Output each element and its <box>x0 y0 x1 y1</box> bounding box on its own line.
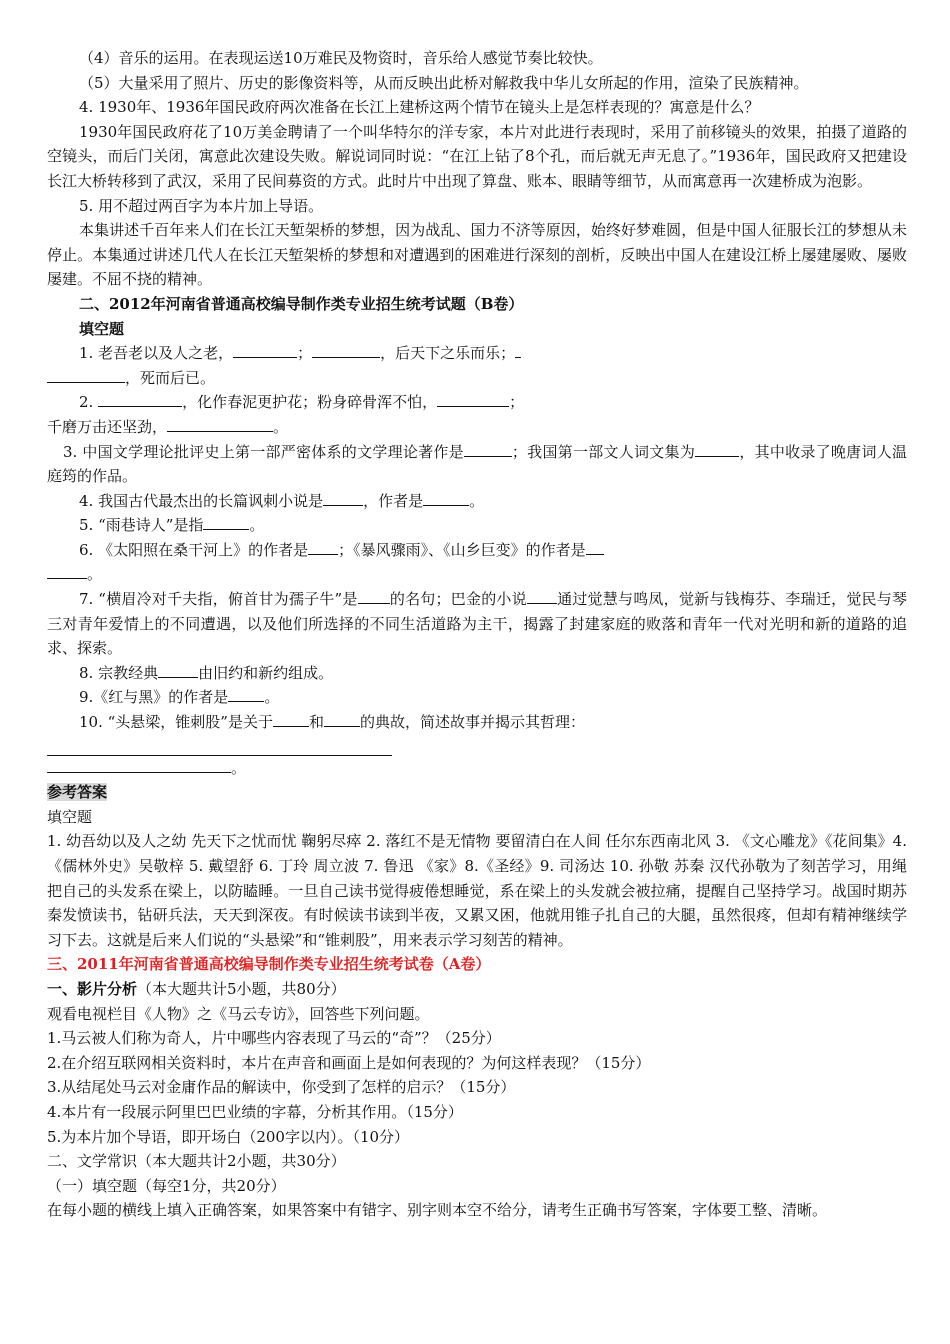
answer-blank[interactable] <box>47 758 231 773</box>
reference-answer-subtitle: 填空题 <box>47 807 93 826</box>
answer-blank[interactable] <box>158 663 198 678</box>
answer-blank[interactable] <box>358 589 390 604</box>
fill-question-7: 7. “横眉冷对千夫指，俯首甘为孺子牛”是 的名句；巴金的小说 通过觉慧与鸣凤，觉新与钱梅芬、李瑞迁，觉民与琴三对青年爱情上的不同遭遇，以及他们所选择的不同生活道路为主干，揭露了封建家庭的败落和青年一代对光明和新的道路的追求、探索。 <box>47 590 907 658</box>
part-1-question-5: 5.为本片加个导语，即开场白（200字以内）。（10分） <box>47 1127 410 1146</box>
answer-blank[interactable] <box>324 712 360 727</box>
part-2-subheading: （一）填空题（每空1分，共20分） <box>47 1176 286 1195</box>
answer-blank[interactable] <box>423 491 469 506</box>
answer-blank[interactable] <box>312 343 380 358</box>
section-heading-2012: 二、2012年河南省普通高校编导制作类专业招生统考试题（B卷） <box>79 294 524 313</box>
part-2-heading: 二、文学常识（本大题共计2小题，共30分） <box>47 1152 346 1171</box>
fill-question-2-cont: 千磨万击还坚劲， 。 <box>47 417 289 436</box>
fill-question-10-cont: 。 <box>47 756 907 781</box>
answer-blank[interactable] <box>527 589 557 604</box>
fill-question-1-cont: ，死而后已。 <box>47 366 907 391</box>
answer-paragraph-music: （4）音乐的运用。在表现运送10万难民及物资时，音乐给人感觉节奏比较快。 <box>79 49 603 67</box>
fill-question-8: 8. 宗教经典 由旧约和新约组成。 <box>79 663 334 682</box>
document-page <box>47 46 907 1223</box>
answer-paragraph-images: （5）大量采用了照片、历史的影像资料等，从而反映出此桥对解救我中华儿女所起的作用，渲染了民族精神。 <box>79 73 809 92</box>
section-heading-2011: 三、2011年河南省普通高校编导制作类专业招生统考试卷（A卷） <box>47 955 491 974</box>
answer-blank[interactable] <box>47 368 125 383</box>
part-1-intro: 观看电视栏目《人物》之《马云专访》，回答些下列问题。 <box>47 1004 430 1023</box>
answer-blank[interactable] <box>203 515 249 530</box>
answer-line[interactable] <box>47 735 392 756</box>
question-5: 5. 用不超过两百字为本片加上导语。 <box>79 196 324 215</box>
answer-blank[interactable] <box>233 343 297 358</box>
fill-question-5: 5. “雨巷诗人”是指 。 <box>79 516 265 535</box>
answer-blank[interactable] <box>437 392 509 407</box>
fill-question-2: 2. ，化作春泥更护花；粉身碎骨浑不怕， ； <box>79 393 525 412</box>
fill-question-3: 3. 中国文学理论批评史上第一部严密体系的文学理论著作是 ；我国第一部文人词文集为 ，其中收录了晚唐词人温庭筠的作品。 <box>47 442 907 486</box>
answer-blank[interactable] <box>308 540 338 555</box>
part-1-heading: 一、影片分析（本大题共计5小题，共80分） <box>47 979 346 998</box>
part-1-question-4: 4.本片有一段展示阿里巴巴业绩的字幕，分析其作用。（15分） <box>47 1102 463 1121</box>
answer-5: 本集讲述千百年来人们在长江天堑架桥的梦想，因为战乱、国力不济等原因，始终好梦难圆，但是中国人征服长江的梦想从未停止。本集通过讲述几代人在长江天堑架桥的梦想和对遭遇到的困难进行深刻的剖析，反映出中国人在建设江桥上屡建屡败、屡败屡建。不屈不挠的精神。 <box>47 221 907 289</box>
answer-blank[interactable] <box>464 442 512 457</box>
answer-4: 1930年国民政府花了10万美金聘请了一个叫华特尔的洋专家，本片对此进行表现时，采用了前移镜头的效果，拍摄了道路的空镜头，而后门关闭，寓意此次建设失败。解说词同时说：“在江上钻了8个孔，而后就无声无息了。”1936年，国民政府又把建设长江大桥转移到了武汉，采用了民间募资的方式。此时片中出现了算盘、账本、眼睛等细节，从而寓意再一次建桥成为泡影。 <box>47 122 907 190</box>
answer-blank[interactable] <box>515 343 521 358</box>
fill-question-4: 4. 我国古代最杰出的长篇讽刺小说是 ，作者是 。 <box>79 491 485 510</box>
question-4: 4. 1930年、1936年国民政府两次准备在长江上建桥这两个情节在镜头上是怎样表现的？寓意是什么？ <box>79 98 760 117</box>
fill-question-9: 9.《红与黑》的作者是 。 <box>79 688 280 707</box>
part-2-instructions: 在每小题的横线上填入正确答案，如果答案中有错字、别字则本空不给分，请考生正确书写答案，字体要工整、清晰。 <box>47 1201 828 1220</box>
answer-blank[interactable] <box>695 442 739 457</box>
answer-blank[interactable] <box>167 417 273 432</box>
answer-blank[interactable] <box>47 564 87 579</box>
fill-question-10: 10. “头悬梁，锥刺股”是关于 和 的典故，简述故事并揭示其哲理： <box>79 713 585 732</box>
answer-blank[interactable] <box>586 540 604 555</box>
answer-blank[interactable] <box>273 712 309 727</box>
answer-blank[interactable] <box>228 687 264 702</box>
part-1-question-3: 3.从结尾处马云对金庸作品的解读中，你受到了怎样的启示？（15分） <box>47 1078 516 1097</box>
fill-question-6: 6. 《太阳照在桑干河上》的作者是 ；《暴风骤雨》、《山乡巨变》的作者是 <box>47 538 907 563</box>
part-1-question-2: 2.在介绍互联网相关资料时，本片在声音和画面上是如何表现的？为何这样表现？（15分） <box>47 1053 651 1072</box>
answer-blank[interactable] <box>98 392 182 407</box>
answer-blank[interactable] <box>323 491 363 506</box>
fill-question-1: 1. 老吾老以及人之老， ； ，后天下之乐而乐； <box>47 341 907 366</box>
part-1-question-1: 1.马云被人们称为奇人，片中哪些内容表现了马云的“奇”？（25分） <box>47 1029 501 1048</box>
reference-answer-title: 参考答案 <box>47 783 108 802</box>
reference-answer-body: 1. 幼吾幼以及人之幼 先天下之忧而忧 鞠躬尽瘁 2. 落红不是无情物 要留清白在人间 任尔东西南北风 3. 《文心雕龙》《花间集》4.《儒林外史》吴敬梓 5. 戴望舒 6. 丁玲 周立波 7. 鲁迅 《家》8.《圣经》9. 司汤达 10. 孙敬 苏秦 汉代孙敬为了刻苦学习，用绳把自己的头发系在梁上，以防瞌睡。一旦自己读书觉得疲倦想睡觉，系在梁上的头发就会被拉痛，提醒自己坚持学习。战国时期苏秦发愤读书，钻研兵法，天天到深夜。有时候读书读到半夜，又累又困，他就用锥子扎自己的大腿，虽然很疼，但却有精神继续学习下去。这就是后来人们说的“头悬梁”和“锥刺股”，用来表示学习刻苦的精神。 <box>47 832 907 949</box>
fill-question-6-cont: 。 <box>47 562 907 587</box>
fill-blank-title: 填空题 <box>79 319 125 338</box>
